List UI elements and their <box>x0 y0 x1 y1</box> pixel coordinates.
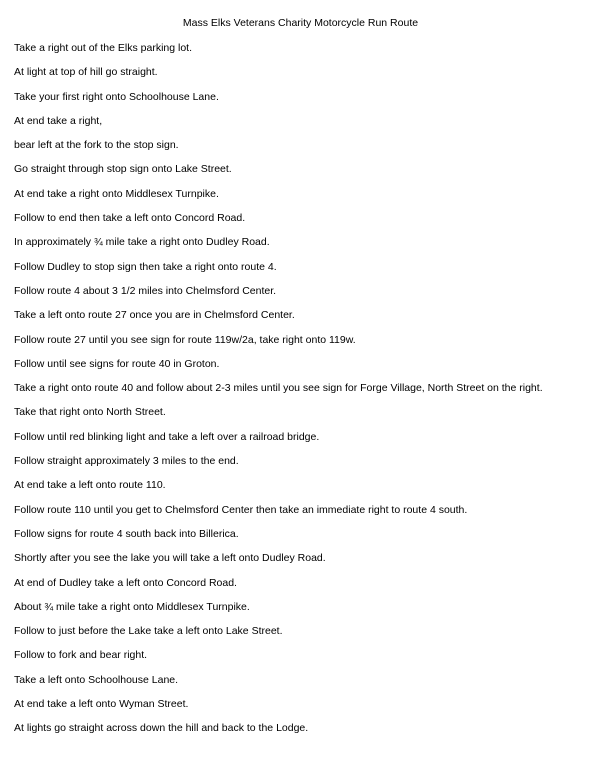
route-step: Take a right onto route 40 and follow about 2-3 miles until you see sign for Forge Village, North Street on the right. <box>14 382 543 395</box>
route-step: Follow straight approximately 3 miles to the end. <box>14 455 239 468</box>
route-step: Follow signs for route 4 south back into Billerica. <box>14 527 239 540</box>
route-step: At end take a right onto Middlesex Turnpike. <box>14 187 219 200</box>
route-steps-list <box>14 41 543 746</box>
route-step: Take your first right onto Schoolhouse Lane. <box>14 90 219 103</box>
route-step: Follow route 4 about 3 1/2 miles into Chelmsford Center. <box>14 284 277 297</box>
route-step: Go straight through stop sign onto Lake Street. <box>14 163 232 176</box>
route-step: Follow Dudley to stop sign then take a right onto route 4. <box>14 260 277 273</box>
route-step: Follow to end then take a left onto Concord Road. <box>14 212 246 225</box>
route-step: About ¾ mile take a right onto Middlesex Turnpike. <box>14 600 250 613</box>
route-step: At end take a left onto Wyman Street. <box>14 698 189 711</box>
route-step: Follow until see signs for route 40 in Groton. <box>14 357 220 370</box>
route-step: At end of Dudley take a left onto Concord Road. <box>14 576 237 589</box>
route-step: Follow route 27 until you see sign for route 119w/2a, take right onto 119w. <box>14 333 356 346</box>
route-step: Follow to just before the Lake take a left onto Lake Street. <box>14 625 283 638</box>
route-step: Shortly after you see the lake you will take a left onto Dudley Road. <box>14 552 326 565</box>
route-step: Take a left onto route 27 once you are in Chelmsford Center. <box>14 309 295 322</box>
document-title: Mass Elks Veterans Charity Motorcycle Run Route <box>182 17 419 29</box>
route-step: Take that right onto North Street. <box>14 406 166 419</box>
route-step: At end take a right, <box>14 114 103 127</box>
route-step: At end take a left onto route 110. <box>14 479 166 492</box>
route-step: At light at top of hill go straight. <box>14 66 158 79</box>
route-step: Follow route 110 until you get to Chelmsford Center then take an immediate right to route 4 south. <box>14 503 468 516</box>
route-step: Take a left onto Schoolhouse Lane. <box>14 673 179 686</box>
route-step: Follow to fork and bear right. <box>14 649 148 662</box>
route-step: Follow until red blinking light and take a left over a railroad bridge. <box>14 430 320 443</box>
route-step: bear left at the fork to the stop sign. <box>14 139 179 152</box>
route-step: Take a right out of the Elks parking lot. <box>14 42 193 54</box>
route-step: At lights go straight across down the hill and back to the Lodge. <box>14 722 309 735</box>
route-step: In approximately ¾ mile take a right onto Dudley Road. <box>14 236 270 249</box>
